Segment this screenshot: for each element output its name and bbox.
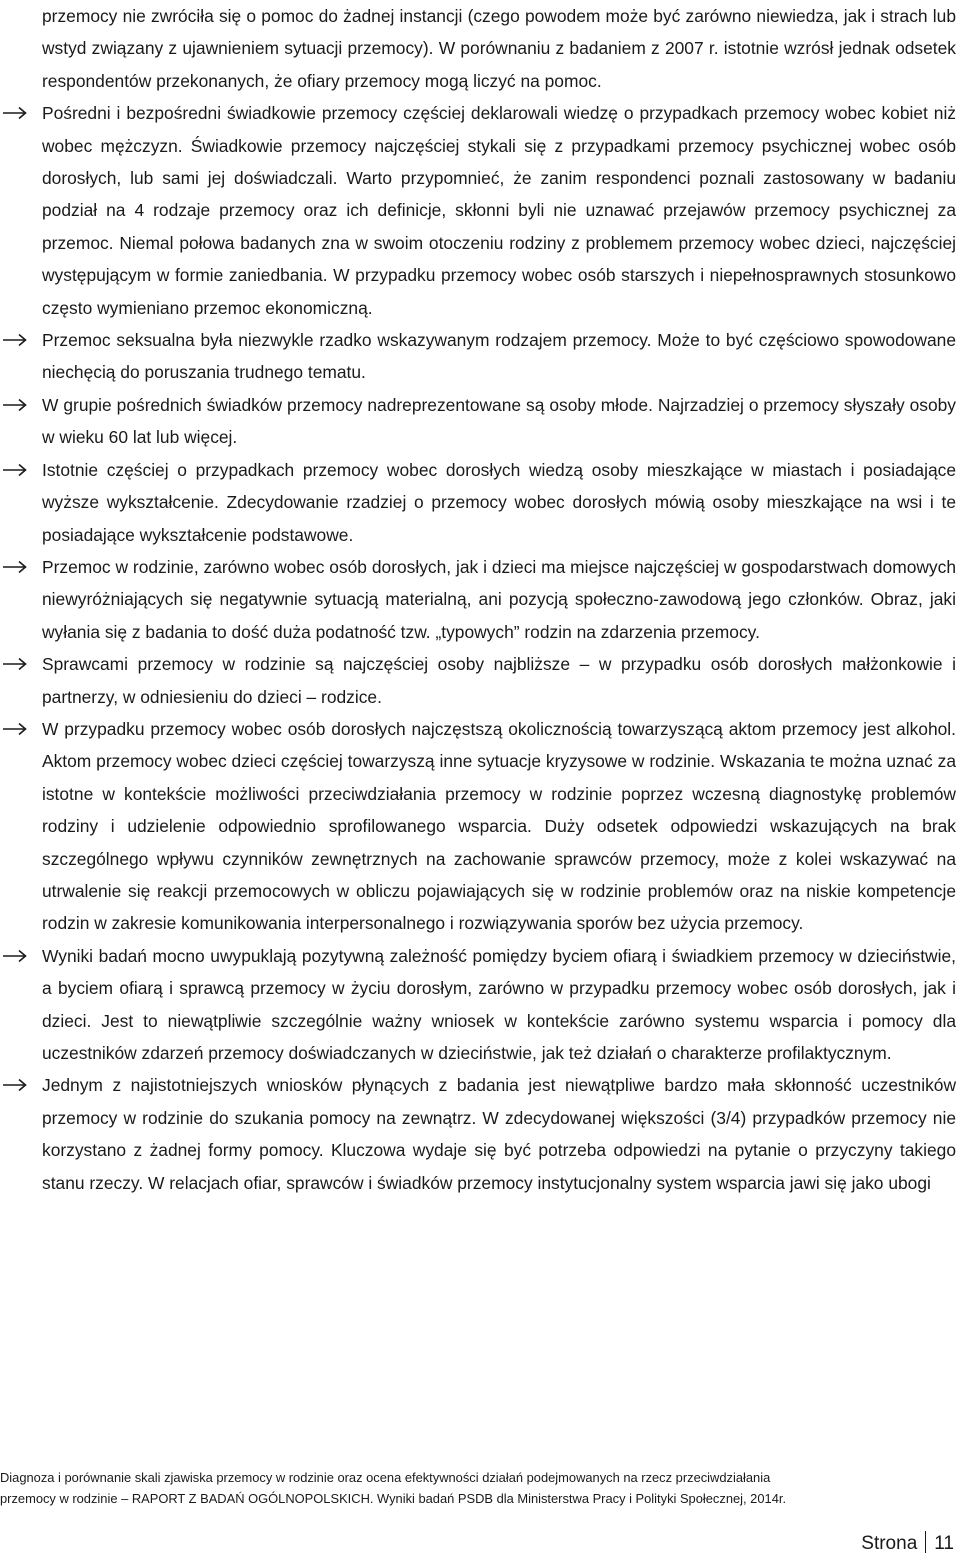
footer-citation-line-2: przemocy w rodzinie – RAPORT Z BADAŃ OGÓLNOPOLSKICH. Wyniki badań PSDB dla Ministerstwa Pracy i Polityki Społecznej, 2014r. xyxy=(0,1491,787,1506)
arrow-right-icon xyxy=(2,454,30,486)
arrow-right-icon xyxy=(2,648,30,680)
bullet-item xyxy=(0,1069,960,1199)
bullet-text: Pośredni i bezpośredni świadkowie przemocy częściej deklarowali wiedzę o przypadkach przemocy wobec kobiet niż wobec mężczyzn. Świadkowie przemocy najczęściej stykali się z przypadkami przemocy psychicznej wobec osób dorosłych, lub sami jej doświadczali. Warto przypomnieć, że zanim respondenci poznali zastosowany w badaniu podział na 4 rodzaje przemocy oraz ich definicje, skłonni byli nie uznawać przejawów przemocy psychicznej za przemoc. Niemal połowa badanych zna w swoim otoczeniu rodziny z problemem przemocy wobec dzieci, najczęściej występującym w formie zaniedbania. W przypadku przemocy wobec osób starszych i niepełnosprawnych stosunkowo często wymieniano przemoc ekonomiczną. xyxy=(42,103,956,318)
bullet-item xyxy=(0,551,960,648)
bullet-text: Przemoc w rodzinie, zarówno wobec osób dorosłych, jak i dzieci ma miejsce najczęściej w gospodarstwach domowych niewyróżniających się negatywnie sytuacją materialną, ani pozycją społeczno-zawodową jego członków. Obraz, jaki wyłania się z badania to dość duża podatność tzw. „typowych” rodzin na zdarzenia przemocy. xyxy=(42,556,956,642)
arrow-right-icon xyxy=(2,389,30,421)
bullet-item xyxy=(0,454,960,551)
arrow-right-icon xyxy=(2,97,30,129)
footer-citation-line-1: Diagnoza i porównanie skali zjawiska przemocy w rodzinie oraz ocena efektywności działań podejmowanych na rzecz przeciwdziałania xyxy=(0,1470,771,1485)
arrow-right-icon xyxy=(2,551,30,583)
arrow-right-icon xyxy=(2,324,30,356)
bullet-item xyxy=(0,97,960,324)
bullet-text: Przemoc seksualna była niezwykle rzadko wskazywanym rodzajem przemocy. Może to być częściowo spowodowane niechęcią do poruszania trudnego tematu. xyxy=(42,330,956,383)
bullet-item xyxy=(0,324,960,389)
bullet-text: W przypadku przemocy wobec osób dorosłych najczęstszą okolicznością towarzyszącą aktom przemocy jest alkohol. Aktom przemocy wobec dzieci częściej towarzyszą inne sytuacje kryzysowe w rodzinie. Wskazania te można uznać za istotne w kontekście możliwości przeciwdziałania przemocy w rodzinie poprzez wczesną diagnostykę problemów rodziny i udzielenie odpowiednio sprofilowanego wsparcia. Duży odsetek odpowiedzi wskazujących na brak szczególnego wpływu czynników zewnętrznych na zachowanie sprawców przemocy, może z kolei wskazywać na utrwalenie się reakcji przemocowych w obliczu pojawiających się w rodzinie problemów oraz na niskie kompetencje rodzin w zakresie komunikowania interpersonalnego i rozwiązywania sporów bez użycia przemocy. xyxy=(42,718,956,934)
page-number xyxy=(861,1530,954,1558)
intro-paragraph: przemocy nie zwróciła się o pomoc do żadnej instancji (czego powodem może być zarówno niewiedza, jak i strach lub wstyd związany z ujawnieniem sytuacji przemocy). W porównaniu z badaniem z 2007 r. istotnie wzrósł jednak odsetek respondentów przekonanych, że ofiary przemocy mogą liczyć na pomoc. xyxy=(42,6,956,91)
bullet-item xyxy=(0,940,960,1070)
bullet-text: Sprawcami przemocy w rodzinie są najczęściej osoby najbliższe – w przypadku osób dorosłych małżonkowie i partnerzy, w odniesieniu do dzieci – rodzice. xyxy=(42,654,956,707)
bullet-item xyxy=(0,648,960,713)
page-footer xyxy=(0,1467,960,1509)
bullet-text: Istotnie częściej o przypadkach przemocy wobec dorosłych wiedzą osoby mieszkające w miastach i posiadające wyższe wykształcenie. Zdecydowanie rzadziej o przemocy wobec dorosłych mówią osoby mieszkające na wsi i te posiadające wykształcenie podstawowe. xyxy=(42,459,956,545)
bullet-text: Wyniki badań mocno uwypuklają pozytywną zależność pomiędzy byciem ofiarą i świadkiem przemocy w dzieciństwie, a byciem ofiarą i sprawcą przemocy w życiu dorosłym, zarówno w przypadku przemocy wobec osób dorosłych, jak i dzieci. Jest to niewątpliwie szczególnie ważny wniosek w kontekście zarówno systemu wsparcia i pomocy dla uczestników zdarzeń przemocy doświadczanych w dzieciństwie, jak też działań o charakterze profilaktycznym. xyxy=(42,945,956,1063)
bullet-text: W grupie pośrednich świadków przemocy nadreprezentowane są osoby młode. Najrzadziej o przemocy słyszały osoby w wieku 60 lat lub więcej. xyxy=(42,394,956,448)
arrow-right-icon xyxy=(2,713,30,745)
bullet-text: Jednym z najistotniejszych wniosków płynących z badania jest niewątpliwe bardzo mała skłonność uczestników przemocy w rodzinie do szukania pomocy na zewnątrz. W zdecydowanej większości (3/4) przypadków przemocy nie korzystano z żadnej formy pomocy. Kluczowa wydaje się być potrzeba odpowiedzi na pytanie o przyczyny takiego stanu rzeczy. W relacjach ofiar, sprawców i świadków przemocy instytucjonalny system wsparcia jawi się jako ubogi xyxy=(42,1075,956,1193)
page-label: Strona xyxy=(861,1533,918,1554)
arrow-right-icon xyxy=(2,940,30,972)
arrow-right-icon xyxy=(2,1069,30,1101)
page-number-divider xyxy=(925,1531,926,1553)
page-number-value: 11 xyxy=(934,1533,954,1554)
bullet-item xyxy=(0,713,960,940)
bullet-item xyxy=(0,389,960,454)
